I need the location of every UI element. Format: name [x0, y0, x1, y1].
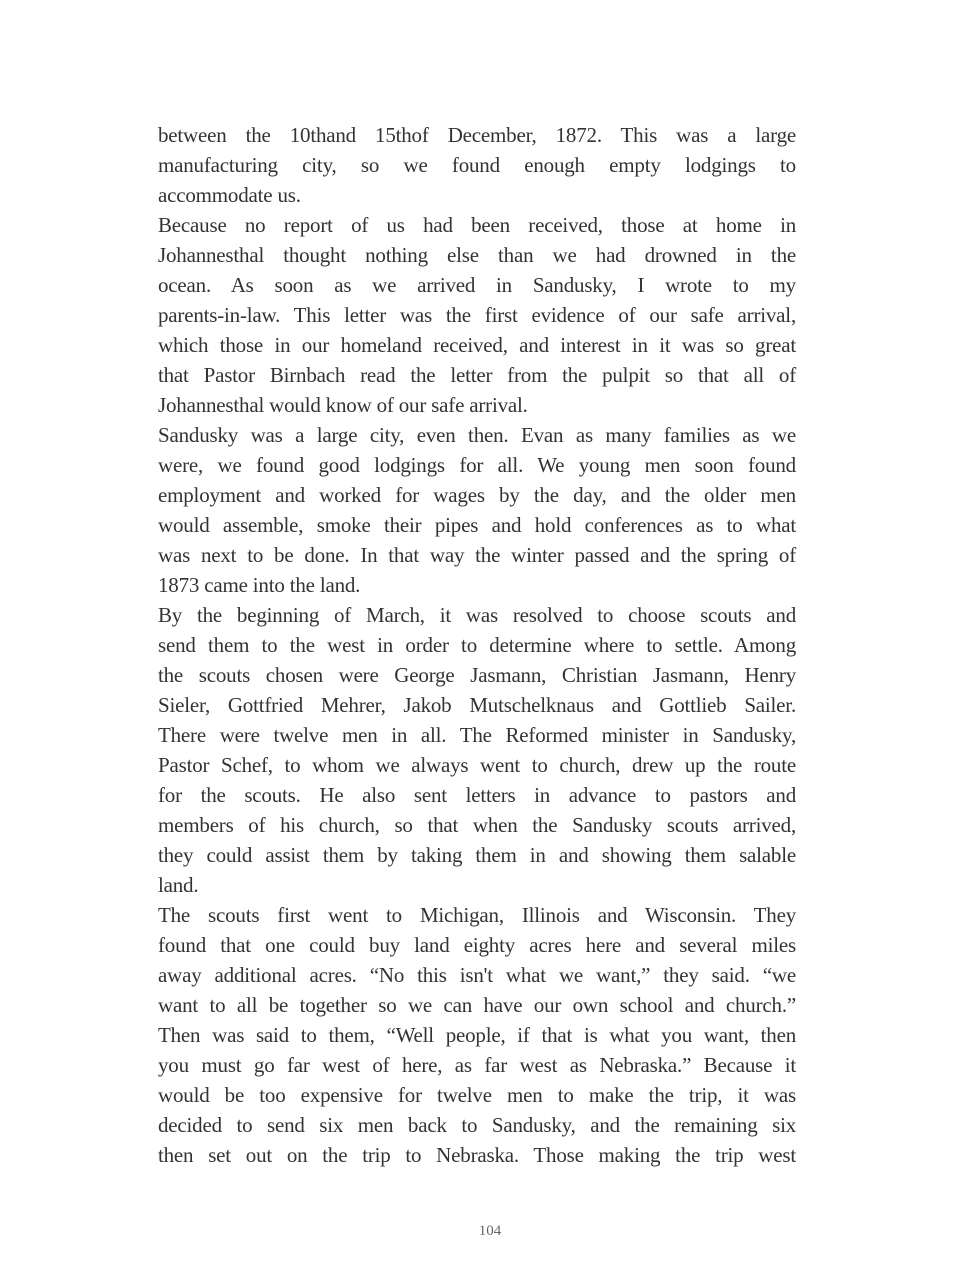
page-number: 104 — [478, 1223, 502, 1239]
text-line: members of his church, so that when the Sandusky scouts arrived, — [158, 813, 796, 837]
paragraph — [158, 420, 796, 600]
text-line: Johannesthal would know of our safe arrival. — [158, 393, 528, 417]
text-line: land. — [158, 873, 199, 897]
body-text — [158, 120, 796, 1170]
text-line: ocean. As soon as we arrived in Sandusky, I wrote to my — [158, 273, 796, 297]
paragraph — [158, 900, 796, 1170]
text-line: employment and worked for wages by the day, and the older men — [158, 483, 796, 507]
text-line: 1873 came into the land. — [158, 573, 361, 597]
text-line: would assemble, smoke their pipes and hold conferences as to what — [158, 513, 796, 537]
text-line: were, we found good lodgings for all. We young men soon found — [158, 453, 796, 477]
text-line: The scouts first went to Michigan, Illinois and Wisconsin. They — [158, 903, 796, 927]
text-line: which those in our homeland received, and interest in it was so great — [158, 333, 796, 357]
text-line: Sieler, Gottfried Mehrer, Jakob Mutschelknaus and Gottlieb Sailer. — [158, 693, 796, 717]
text-line: Sandusky was a large city, even then. Evan as many families as we — [158, 423, 796, 447]
text-line: manufacturing city, so we found enough empty lodgings to — [158, 153, 796, 177]
text-line: Then was said to them, “Well people, if that is what you want, then — [158, 1023, 796, 1047]
paragraph — [158, 600, 796, 900]
text-line: then set out on the trip to Nebraska. Those making the trip west — [158, 1143, 796, 1167]
text-line: Because no report of us had been received, those at home in — [158, 213, 796, 237]
paragraph — [158, 210, 796, 420]
text-line: was next to be done. In that way the winter passed and the spring of — [158, 543, 796, 567]
text-line: would be too expensive for twelve men to make the trip, it was — [158, 1083, 796, 1107]
text-line: that Pastor Birnbach read the letter from the pulpit so that all of — [158, 363, 796, 387]
text-line: decided to send six men back to Sandusky, and the remaining six — [158, 1113, 796, 1137]
text-line: parents-in-law. This letter was the first evidence of our safe arrival, — [158, 303, 796, 327]
text-line: There were twelve men in all. The Reformed minister in Sandusky, — [158, 723, 796, 747]
text-line: By the beginning of March, it was resolved to choose scouts and — [158, 603, 796, 627]
text-line: for the scouts. He also sent letters in advance to pastors and — [158, 783, 796, 807]
text-line: found that one could buy land eighty acres here and several miles — [158, 933, 796, 957]
text-line: accommodate us. — [158, 183, 301, 207]
text-line: they could assist them by taking them in and showing them salable — [158, 843, 796, 867]
text-line: Johannesthal thought nothing else than we had drowned in the — [158, 243, 796, 267]
text-line: you must go far west of here, as far west as Nebraska.” Because it — [158, 1053, 796, 1077]
text-line: away additional acres. “No this isn't what we want,” they said. “we — [158, 963, 796, 987]
text-line: between the 10thand 15thof December, 1872. This was a large — [158, 123, 796, 147]
paragraph — [158, 120, 796, 210]
text-line: send them to the west in order to determine where to settle. Among — [158, 633, 796, 657]
text-line: the scouts chosen were George Jasmann, Christian Jasmann, Henry — [158, 663, 796, 687]
text-line: Pastor Schef, to whom we always went to church, drew up the route — [158, 753, 796, 777]
text-line: want to all be together so we can have our own school and church.” — [158, 993, 796, 1017]
